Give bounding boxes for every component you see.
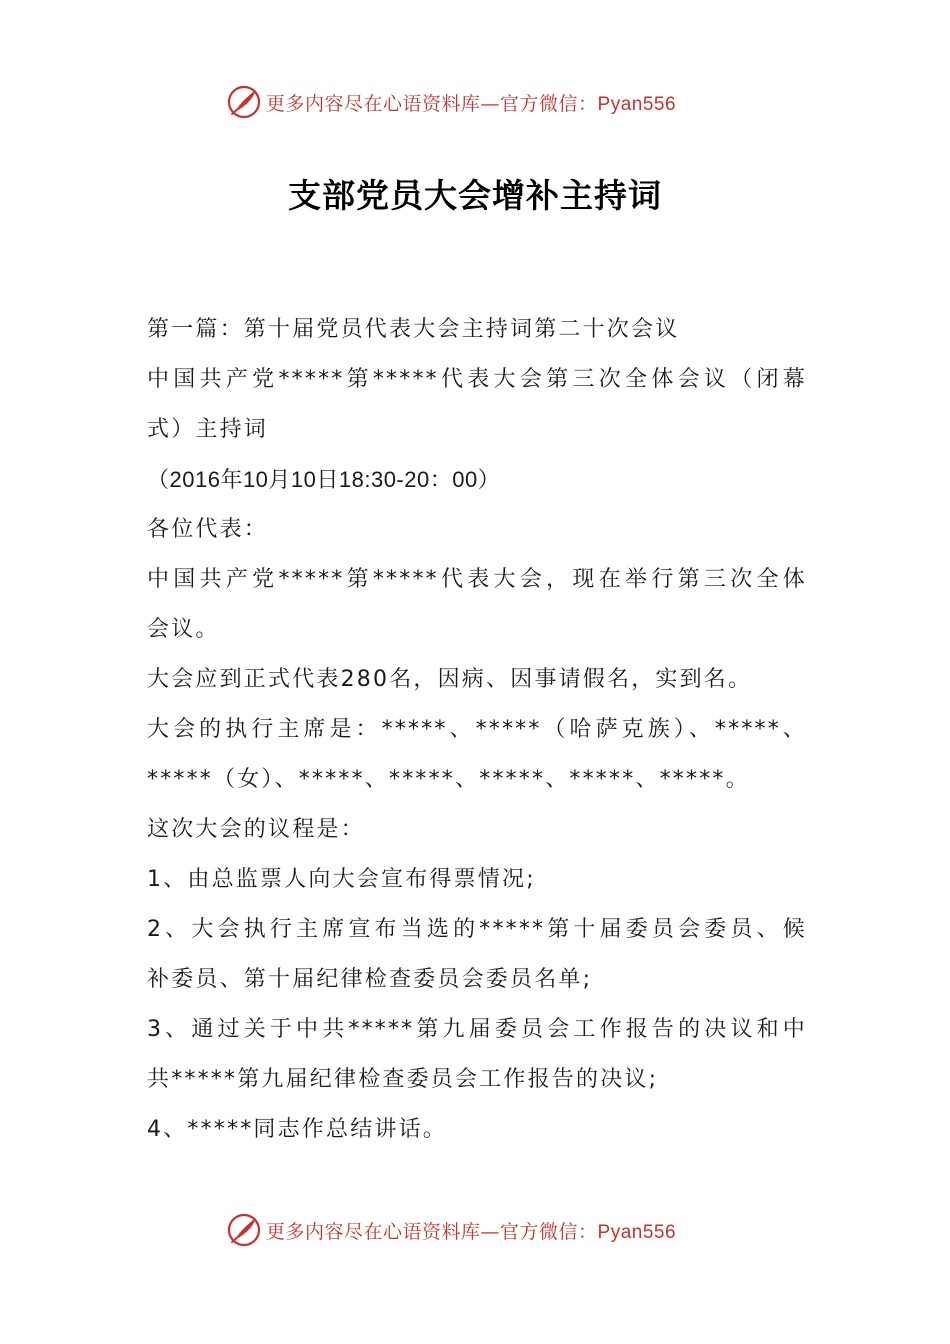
body-line: 补委员、第十届纪律检查委员会委员名单; <box>147 967 593 992</box>
body-line: *****（女）、*****、*****、*****、*****、*****。 <box>147 767 750 792</box>
body-line: 各位代表： <box>147 517 269 542</box>
body-line: 中国共产党*****第*****代表大会，现在举行第三次全体 <box>147 567 807 592</box>
watermark-dash: — <box>480 1220 501 1243</box>
watermark-text <box>266 1217 676 1244</box>
body-line: 中国共产党*****第*****代表大会第三次全体会议（闭幕 <box>147 367 807 392</box>
body-line: 会议。 <box>147 617 220 642</box>
watermark-site-text: 更多内容尽在心语资料库 <box>266 92 481 115</box>
body-line: 大会的执行主席是：*****、*****（哈萨克族）、*****、 <box>147 717 807 742</box>
watermark-text <box>266 89 676 116</box>
watermark-banner-top <box>226 82 676 122</box>
body-line: 这次大会的议程是： <box>147 817 365 842</box>
quill-logo-icon <box>226 1212 262 1248</box>
body-line: 式）主持词 <box>147 417 269 442</box>
watermark-wechat-id: Pyan556 <box>597 1221 677 1243</box>
document-body <box>147 305 807 1155</box>
watermark-site-text: 更多内容尽在心语资料库 <box>266 1220 481 1243</box>
document-title: 支部党员大会增补主持词 <box>288 176 662 215</box>
body-line: 第一篇：第十届党员代表大会主持词第二十次会议 <box>147 317 680 342</box>
body-line-date: （2016年10月10日18:30-20：00） <box>147 467 501 492</box>
body-line: 3、通过关于中共*****第九届委员会工作报告的决议和中 <box>147 1017 807 1042</box>
body-line: 4、*****同志作总结讲话。 <box>147 1117 447 1142</box>
watermark-wechat-id: Pyan556 <box>597 93 677 115</box>
watermark-dash: — <box>480 92 501 115</box>
watermark-wechat-label: 官方微信： <box>500 1220 598 1243</box>
body-line: 2、大会执行主席宣布当选的*****第十届委员会委员、候 <box>147 917 807 942</box>
watermark-wechat-label: 官方微信： <box>500 92 598 115</box>
body-line: 大会应到正式代表280名，因病、因事请假名，实到名。 <box>147 667 753 692</box>
body-line: 1、由总监票人向大会宣布得票情况; <box>147 867 536 892</box>
quill-logo-icon <box>226 84 262 120</box>
watermark-banner-bottom <box>226 1210 676 1250</box>
body-line: 共*****第九届纪律检查委员会工作报告的决议; <box>147 1067 659 1092</box>
